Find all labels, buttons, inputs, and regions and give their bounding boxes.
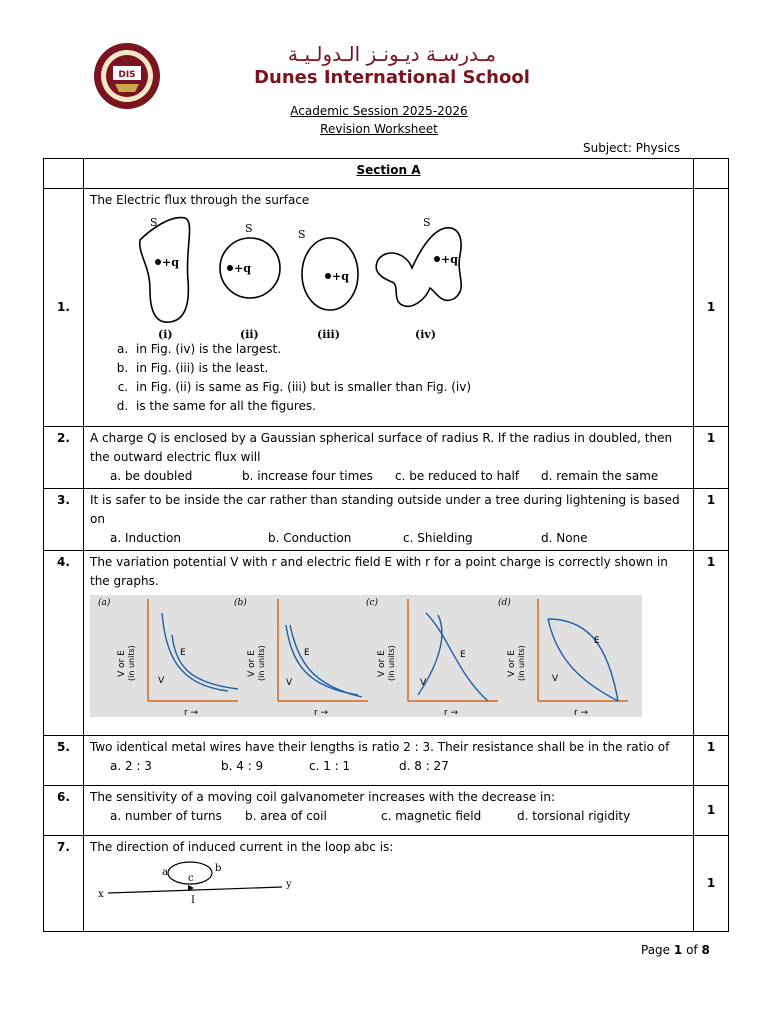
page-word: Page (641, 943, 671, 957)
question-text: The direction of induced current in the loop abc is: (90, 840, 394, 854)
option-b: b. in Fig. (iii) is the least. (132, 359, 687, 378)
marks: 1 (694, 551, 729, 736)
curve-v-label: V (552, 674, 559, 684)
panel-label: (a) (98, 598, 111, 608)
question-number: 2. (44, 427, 84, 489)
current-label: I (191, 895, 195, 906)
school-name-block (236, 42, 548, 90)
logo-text: DIS (118, 70, 136, 80)
option-b: b. increase four times (242, 469, 373, 483)
x-axis-label: r → (184, 708, 199, 717)
loop-label-c: c (188, 873, 194, 884)
school-logo (93, 42, 161, 110)
page-footer (641, 943, 710, 957)
question-row-7 (44, 836, 729, 932)
academic-session: Academic Session 2025-2026 (290, 104, 468, 118)
figure-caption: (i) (158, 328, 173, 340)
option-a: a. number of turns (110, 809, 222, 823)
surface-label: S (150, 216, 158, 229)
options-row (90, 529, 687, 548)
y-axis-label: V or E (247, 650, 257, 677)
question-number: 4. (44, 551, 84, 736)
question-number: 1. (44, 189, 84, 427)
option-a: a. Induction (110, 531, 181, 545)
option-d: d. is the same for all the figures. (132, 397, 687, 416)
potential-field-graphs (90, 595, 642, 717)
y-axis-unit: (in units) (517, 645, 526, 681)
curve-e-label: E (460, 650, 466, 660)
school-name-arabic: مـدرسـة ديـونـز الـدولـيـة (287, 42, 497, 66)
option-d: d. torsional rigidity (517, 809, 631, 823)
loop-label-a: a (162, 867, 168, 878)
question-row-1 (44, 189, 729, 427)
panel-label: (b) (234, 598, 247, 608)
option-d: d. 8 : 27 (399, 759, 449, 773)
option-d: d. None (541, 531, 588, 545)
charge-label: +q (441, 253, 458, 266)
loop-label-b: b (215, 863, 222, 874)
marks: 1 (694, 189, 729, 427)
figure-caption: (iii) (317, 328, 340, 340)
option-b: b. 4 : 9 (221, 759, 264, 773)
y-axis-unit: (in units) (387, 645, 396, 681)
page-number: 1 (673, 943, 683, 957)
option-c: c. be reduced to half (395, 469, 520, 483)
charge-label: +q (332, 270, 349, 283)
y-axis-label: V or E (117, 650, 127, 677)
marks: 1 (694, 489, 729, 551)
question-row-4 (44, 551, 729, 736)
option-c: c. magnetic field (381, 809, 482, 823)
marks: 1 (694, 427, 729, 489)
section-title: Section A (84, 159, 694, 189)
x-axis-label: r → (444, 708, 459, 717)
question-text: Two identical metal wires have their lengths is ratio 2 : 3. Their resistance shall be in the ratio of (90, 740, 670, 754)
marks: 1 (694, 786, 729, 836)
question-number: 7. (44, 836, 84, 932)
question-text: The Electric flux through the surface (90, 193, 310, 207)
option-a: a. be doubled (110, 469, 193, 483)
charge-label: +q (162, 256, 179, 269)
options-row (90, 467, 687, 486)
options-row (90, 807, 687, 826)
subject-label: Subject: Physics (583, 141, 681, 155)
question-row-6 (44, 786, 729, 836)
question-number: 3. (44, 489, 84, 551)
surface-label: S (423, 216, 431, 229)
option-c: c. in Fig. (ii) is same as Fig. (iii) but is smaller than Fig. (iv) (132, 378, 687, 397)
x-axis-label: r → (314, 708, 329, 717)
y-axis-unit: (in units) (257, 645, 266, 681)
option-c: c. Shielding (403, 531, 473, 545)
curve-v-label: V (158, 676, 165, 686)
y-axis-unit: (in units) (127, 645, 136, 681)
induced-current-loop-figure (90, 857, 300, 907)
question-text: It is safer to be inside the car rather than standing outside under a tree during lightening is based on (90, 493, 680, 526)
x-axis-label: r → (574, 708, 589, 717)
option-a: a. 2 : 3 (110, 759, 152, 773)
options-list (90, 340, 687, 416)
question-text: A charge Q is enclosed by a Gaussian spherical surface of radius R. If the radius in doubled, then the outward electric flux will (90, 431, 673, 464)
options-row (90, 757, 687, 776)
marks: 1 (694, 736, 729, 786)
curve-e-label: E (180, 648, 186, 658)
option-b: b. Conduction (268, 531, 352, 545)
marks: 1 (694, 836, 729, 932)
surface-label: S (245, 222, 253, 235)
question-number: 5. (44, 736, 84, 786)
question-text: The variation potential V with r and electric field E with r for a point charge is correctly shown in the graphs. (90, 555, 668, 588)
question-text: The sensitivity of a moving coil galvanometer increases with the decrease in: (90, 790, 556, 804)
question-row-2 (44, 427, 729, 489)
of-word: of (686, 943, 698, 957)
panel-label: (d) (498, 598, 511, 608)
option-b: b. area of coil (245, 809, 327, 823)
charge-label: +q (234, 262, 251, 275)
section-header-row (44, 159, 729, 189)
figure-caption: (iv) (415, 328, 436, 340)
question-row-3 (44, 489, 729, 551)
option-d: d. remain the same (541, 469, 659, 483)
y-axis-label: V or E (377, 650, 387, 677)
option-a: a. in Fig. (iv) is the largest. (132, 340, 687, 359)
option-c: c. 1 : 1 (309, 759, 351, 773)
page-total: 8 (701, 943, 710, 957)
curve-e-label: E (304, 648, 310, 658)
worksheet-table (43, 158, 729, 932)
curve-v-label: V (420, 678, 427, 688)
panel-label: (c) (366, 598, 379, 608)
figure-caption: (ii) (240, 328, 259, 340)
curve-v-label: V (286, 678, 293, 688)
wire-label-y: y (286, 879, 292, 890)
wire-label-x: x (98, 889, 104, 900)
y-axis-label: V or E (507, 650, 517, 677)
curve-e-label: E (594, 636, 600, 646)
gaussian-surfaces-figure (130, 210, 510, 340)
surface-label: S (298, 228, 306, 241)
school-name-english: Dunes International School (254, 67, 530, 88)
worksheet-title: Revision Worksheet (320, 122, 438, 136)
question-row-5 (44, 736, 729, 786)
question-number: 6. (44, 786, 84, 836)
